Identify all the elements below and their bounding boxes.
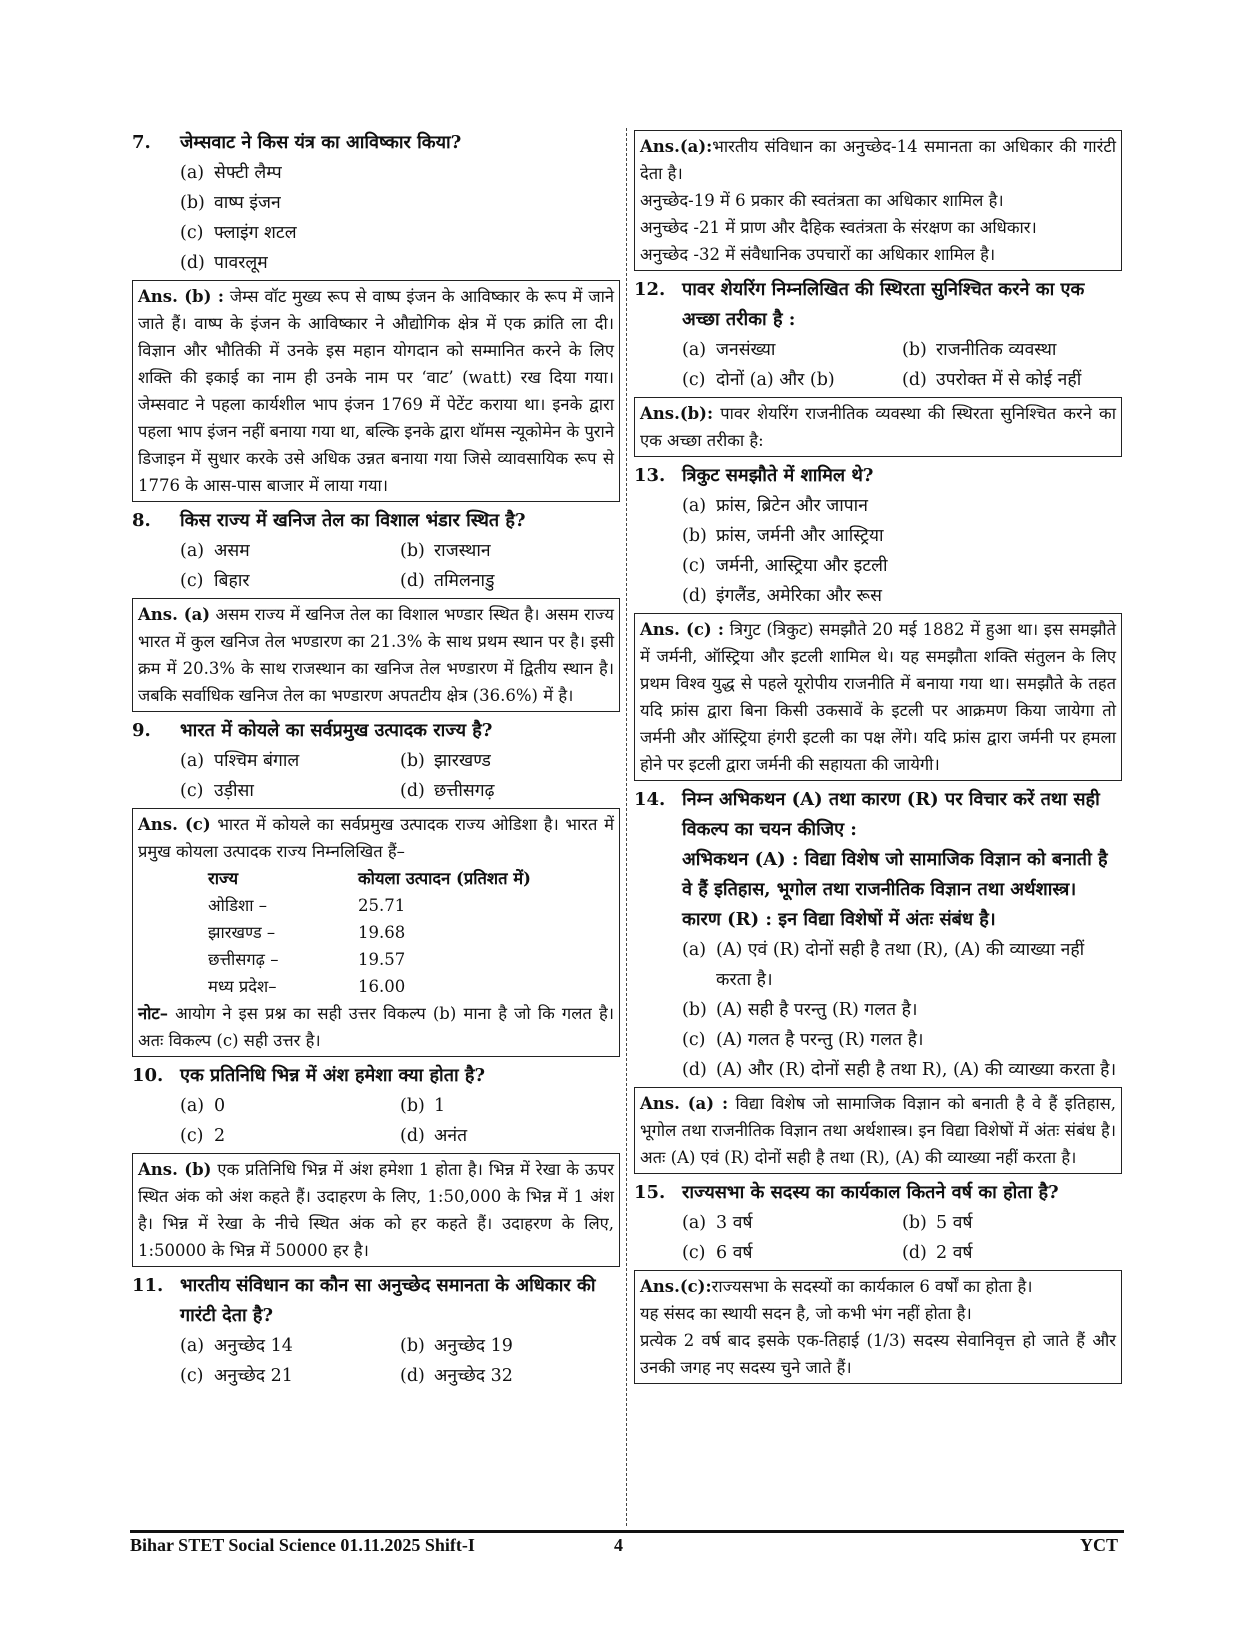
option-c: (c) जर्मनी, आस्ट्रिया और इटली <box>682 556 888 576</box>
answer-label: Ans.(a): <box>640 137 713 156</box>
option-a: (a) जनसंख्या <box>682 340 776 360</box>
option-c: (c) दोनों (a) और (b) <box>682 370 835 390</box>
question-number: 13. <box>634 465 666 486</box>
page-number: 4 <box>614 1535 623 1555</box>
options-12 <box>634 335 1122 395</box>
options-15 <box>634 1208 1122 1268</box>
answer-line: अनुच्छेद-19 में 6 प्रकार की स्वतंत्रता का अधिकार शामिल है। <box>640 191 1004 210</box>
option-a: (a) असम <box>180 541 250 561</box>
options-10 <box>132 1091 620 1151</box>
answer-box-9 <box>132 808 620 1057</box>
answer-text: भारत में कोयले का सर्वप्रमुख उत्पादक राज्य ओडिशा है। भारत में प्रमुख कोयला उत्पादक राज्य निम्नलिखित हैं– <box>138 815 614 861</box>
answer-text: एक प्रतिनिधि भिन्न में अंश हमेशा 1 होता है। भिन्न में रेखा के ऊपर स्थित अंक को अंश कहते हैं। उदाहरण के लिए, 1:50,000 के भिन्न में 1 अंश है। भिन्न में रेखा के नीचे स्थित अंक को हर कहते हैं। उदाहरण के लिए, 1:50000 के भिन्न में 50000 हर है। <box>138 1160 614 1260</box>
option-a: (a) (A) एवं (R) दोनों सही है तथा (R), (A) की व्याख्या नहीं करता है। <box>682 940 1085 990</box>
answer-label: Ans. (a) <box>138 605 211 624</box>
answer-label: Ans. (c) : <box>640 620 724 639</box>
option-c: (c) उड़ीसा <box>180 781 254 801</box>
option-a: (a) पश्चिम बंगाल <box>180 751 300 771</box>
column-divider <box>626 128 627 1526</box>
question-number: 10. <box>132 1065 164 1086</box>
question-text: एक प्रतिनिधि भिन्न में अंश हमेशा क्या होता है? <box>180 1065 485 1086</box>
option-b: (b) (A) सही है परन्तु (R) गलत है। <box>682 1000 918 1020</box>
question-number: 12. <box>634 279 666 300</box>
footer-rule <box>130 1530 1124 1533</box>
left-column <box>132 128 620 1391</box>
answer-label: Ans.(c): <box>640 1277 712 1296</box>
option-b: (b) राजस्थान <box>400 541 491 561</box>
table-cell: मध्य प्रदेश– <box>208 977 277 996</box>
answer-box-7 <box>132 280 620 502</box>
question-number: 8. <box>132 510 151 531</box>
table-cell: 25.71 <box>358 896 406 915</box>
question-number: 15. <box>634 1182 666 1203</box>
options-7 <box>132 158 620 278</box>
question-15 <box>634 1178 1122 1208</box>
answer-line: अनुच्छेद -21 में प्राण और दैहिक स्वतंत्रता के संरक्षण का अधिकार। <box>640 218 1037 237</box>
table-cell: 19.57 <box>358 950 406 969</box>
answer-text: असम राज्य में खनिज तेल का विशाल भण्डार स्थित है। असम राज्य भारत में कुल खनिज तेल भण्डारण का 21.3% के साथ प्रथम स्थान पर है। इसी क्रम में 20.3% के साथ राजस्थान का खनिज तेल भण्डारण में द्वितीय स्थान है। जबकि सर्वाधिक खनिज तेल का भण्डारण अपतटीय क्षेत्र (36.6%) में है। <box>138 605 614 705</box>
answer-text: पावर शेयरिंग राजनीतिक व्यवस्था की स्थिरता सुनिश्चित करने का एक अच्छा तरीका है: <box>640 404 1116 450</box>
option-b: (b) वाष्प इंजन <box>180 193 281 213</box>
answer-line: राज्यसभा के सदस्यों का कार्यकाल 6 वर्षों का होता है। <box>711 1277 1033 1296</box>
option-b: (b) झारखण्ड <box>400 751 491 771</box>
table-cell: 19.68 <box>358 923 406 942</box>
options-9 <box>132 746 620 806</box>
question-text: पावर शेयरिंग निम्नलिखित की स्थिरता सुनिश्चित करने का एक अच्छा तरीका है : <box>682 279 1085 330</box>
question-number: 11. <box>132 1275 164 1296</box>
answer-box-8 <box>132 598 620 712</box>
answer-box-12 <box>634 397 1122 457</box>
option-a: (a) 0 <box>180 1096 226 1116</box>
answer-box-13 <box>634 613 1122 781</box>
question-number: 7. <box>132 132 151 153</box>
answer-label: Ans.(b): <box>640 404 714 423</box>
option-d: (d) छत्तीसगढ़ <box>400 781 495 801</box>
answer-label: Ans. (b) <box>138 1160 212 1179</box>
question-14 <box>634 785 1122 935</box>
footer-exam-title: Bihar STET Social Science 01.11.2025 Shift-I <box>130 1535 475 1555</box>
options-13 <box>634 491 1122 611</box>
answer-line: अनुच्छेद -32 में संवैधानिक उपचारों का अधिकार शामिल है। <box>640 245 996 264</box>
question-9 <box>132 716 620 746</box>
option-b: (b) 5 वर्ष <box>902 1213 973 1233</box>
answer-box-15 <box>634 1270 1122 1384</box>
publisher-name: YCT <box>1079 1535 1118 1555</box>
answer-label: Ans. (a) : <box>640 1094 729 1113</box>
note <box>138 1000 614 1054</box>
option-d: (d) पावरलूम <box>180 253 268 273</box>
option-c: (c) फ्लाइंग शटल <box>180 223 297 243</box>
note-label: नोट– <box>138 1004 168 1023</box>
option-b: (b) 1 <box>400 1096 446 1116</box>
option-d: (d) इंगलैंड, अमेरिका और रूस <box>682 586 882 606</box>
question-text: जेम्सवाट ने किस यंत्र का आविष्कार किया? <box>180 132 462 153</box>
coal-production-table <box>138 865 614 1000</box>
question-8 <box>132 506 620 536</box>
answer-line: प्रत्येक 2 वर्ष बाद इसके एक-तिहाई (1/3) सदस्य सेवानिवृत्त हो जाते हैं और उनकी जगह नए सदस्य चुने जाते हैं। <box>640 1331 1116 1377</box>
option-b: (b) फ्रांस, जर्मनी और आस्ट्रिया <box>682 526 884 546</box>
assertion: अभिकथन (A) : विद्या विशेष जो सामाजिक विज्ञान को बनाती है वे हैं इतिहास, भूगोल तथा राजनीतिक विज्ञान तथा अर्थशास्त्र। <box>682 849 1108 900</box>
option-c: (c) 6 वर्ष <box>682 1243 753 1263</box>
table-header-production: कोयला उत्पादन (प्रतिशत में) <box>358 869 531 888</box>
option-b: (b) राजनीतिक व्यवस्था <box>902 340 1057 360</box>
option-b: (b) अनुच्छेद 19 <box>400 1336 513 1356</box>
answer-text: विद्या विशेष जो सामाजिक विज्ञान को बनाती है वे हैं इतिहास, भूगोल तथा राजनीतिक विज्ञान तथा अर्थशास्त्र। इन विद्या विशेषों में अंतः संबंध है। अतः (A) एवं (R) दोनों सही है तथा (R), (A) की व्याख्या नहीं करता है। <box>640 1094 1116 1167</box>
question-text: किस राज्य में खनिज तेल का विशाल भंडार स्थित है? <box>180 510 526 531</box>
question-number: 9. <box>132 720 151 741</box>
table-header-state: राज्य <box>208 869 239 888</box>
question-11 <box>132 1271 620 1331</box>
answer-text: त्रिगुट (त्रिकुट) समझौते 20 मई 1882 में हुआ था। इस समझौते में जर्मनी, ऑस्ट्रिया और इटली शामिल थे। यह समझौता शक्ति संतुलन के लिए प्रथम विश्व युद्ध से पहले यूरोपीय राजनीति में बनाया गया था। समझौते के तहत यदि फ्रांस द्वारा बिना किसी उकसावें के इटली पर आक्रमण किया जायेगा तो जर्मनी और ऑस्ट्रिया हंगरी इटली का पक्ष लेंगे। यदि फ्रांस द्वारा जर्मनी पर हमला होने पर इटली द्वारा जर्मनी की सहायता की जायेगी। <box>640 620 1116 774</box>
option-c: (c) 2 <box>180 1126 226 1146</box>
option-a: (a) फ्रांस, ब्रिटेन और जापान <box>682 496 868 516</box>
answer-label: Ans. (c) <box>138 815 211 834</box>
option-c: (c) बिहार <box>180 571 250 591</box>
answer-label: Ans. (b) : <box>138 287 224 306</box>
note-text: आयोग ने इस प्रश्न का सही उत्तर विकल्प (b) माना है जो कि गलत है। अतः विकल्प (c) सही उत्तर है। <box>138 1004 614 1050</box>
footer <box>130 1535 1124 1565</box>
option-d: (d) (A) और (R) दोनों सही है तथा R), (A) की व्याख्या करता है। <box>682 1060 1117 1080</box>
question-10 <box>132 1061 620 1091</box>
option-d: (d) उपरोक्त में से कोई नहीं <box>902 370 1082 390</box>
table-cell: झारखण्ड – <box>208 923 276 942</box>
question-text: भारतीय संविधान का कौन सा अनुच्छेद समानता के अधिकार की गारंटी देता है? <box>180 1275 596 1326</box>
question-text: त्रिकुट समझौते में शामिल थे? <box>682 465 874 486</box>
option-d: (d) तमिलनाडु <box>400 571 495 591</box>
option-d: (d) अनंत <box>400 1126 468 1146</box>
question-7 <box>132 128 620 158</box>
answer-line: यह संसद का स्थायी सदन है, जो कभी भंग नहीं होता है। <box>640 1304 972 1323</box>
question-text: भारत में कोयले का सर्वप्रमुख उत्पादक राज्य है? <box>180 720 493 741</box>
answer-line: भारतीय संविधान का अनुच्छेद-14 समानता का अधिकार की गारंटी देता है। <box>640 137 1116 183</box>
option-a: (a) सेफ्टी लैम्प <box>180 163 282 183</box>
table-cell: छत्तीसगढ़ – <box>208 950 279 969</box>
table-cell: 16.00 <box>358 977 406 996</box>
option-c: (c) अनुच्छेद 21 <box>180 1366 293 1386</box>
question-number: 14. <box>634 789 666 810</box>
answer-text: जेम्स वॉट मुख्य रूप से वाष्प इंजन के आविष्कार के रूप में जाने जाते हैं। वाष्प के इंजन के आविष्कार ने औद्योगिक क्षेत्र में एक क्रांति ला दी। विज्ञान और भौतिकी में उनके इस महान योगदान को सम्मानित करने के लिए शक्ति की इकाई का नाम ही उनके नाम पर ‘वाट’ (watt) रख दिया गया। जेम्सवाट ने पहला कार्यशील भाप इंजन 1769 में पेटेंट कराया था। इनके द्वारा पहला भाप इंजन नहीं बनाया गया था, बल्कि इनके द्वारा थॉमस न्यूकोमेन के पुराने डिजाइन में सुधार करके उसे अधिक उन्नत बनाया गया जिसे व्यावसायिक रूप से 1776 के आस-पास बाजार में लाया गया। <box>138 287 614 495</box>
options-11 <box>132 1331 620 1391</box>
options-8 <box>132 536 620 596</box>
question-text: निम्न अभिकथन (A) तथा कारण (R) पर विचार करें तथा सही विकल्प का चयन कीजिए : <box>682 789 1100 840</box>
options-14 <box>634 935 1122 1085</box>
answer-box-11 <box>634 130 1122 271</box>
question-13 <box>634 461 1122 491</box>
option-c: (c) (A) गलत है परन्तु (R) गलत है। <box>682 1030 924 1050</box>
answer-box-10 <box>132 1153 620 1267</box>
table-cell: ओडिशा – <box>208 896 267 915</box>
option-a: (a) अनुच्छेद 14 <box>180 1336 293 1356</box>
question-text: राज्यसभा के सदस्य का कार्यकाल कितने वर्ष का होता है? <box>682 1182 1059 1203</box>
right-column <box>634 128 1122 1388</box>
question-12 <box>634 275 1122 335</box>
answer-box-14 <box>634 1087 1122 1174</box>
reason: कारण (R) : इन विद्या विशेषों में अंतः संबंध है। <box>682 909 996 930</box>
option-d: (d) 2 वर्ष <box>902 1243 973 1263</box>
option-a: (a) 3 वर्ष <box>682 1213 753 1233</box>
option-d: (d) अनुच्छेद 32 <box>400 1366 513 1386</box>
